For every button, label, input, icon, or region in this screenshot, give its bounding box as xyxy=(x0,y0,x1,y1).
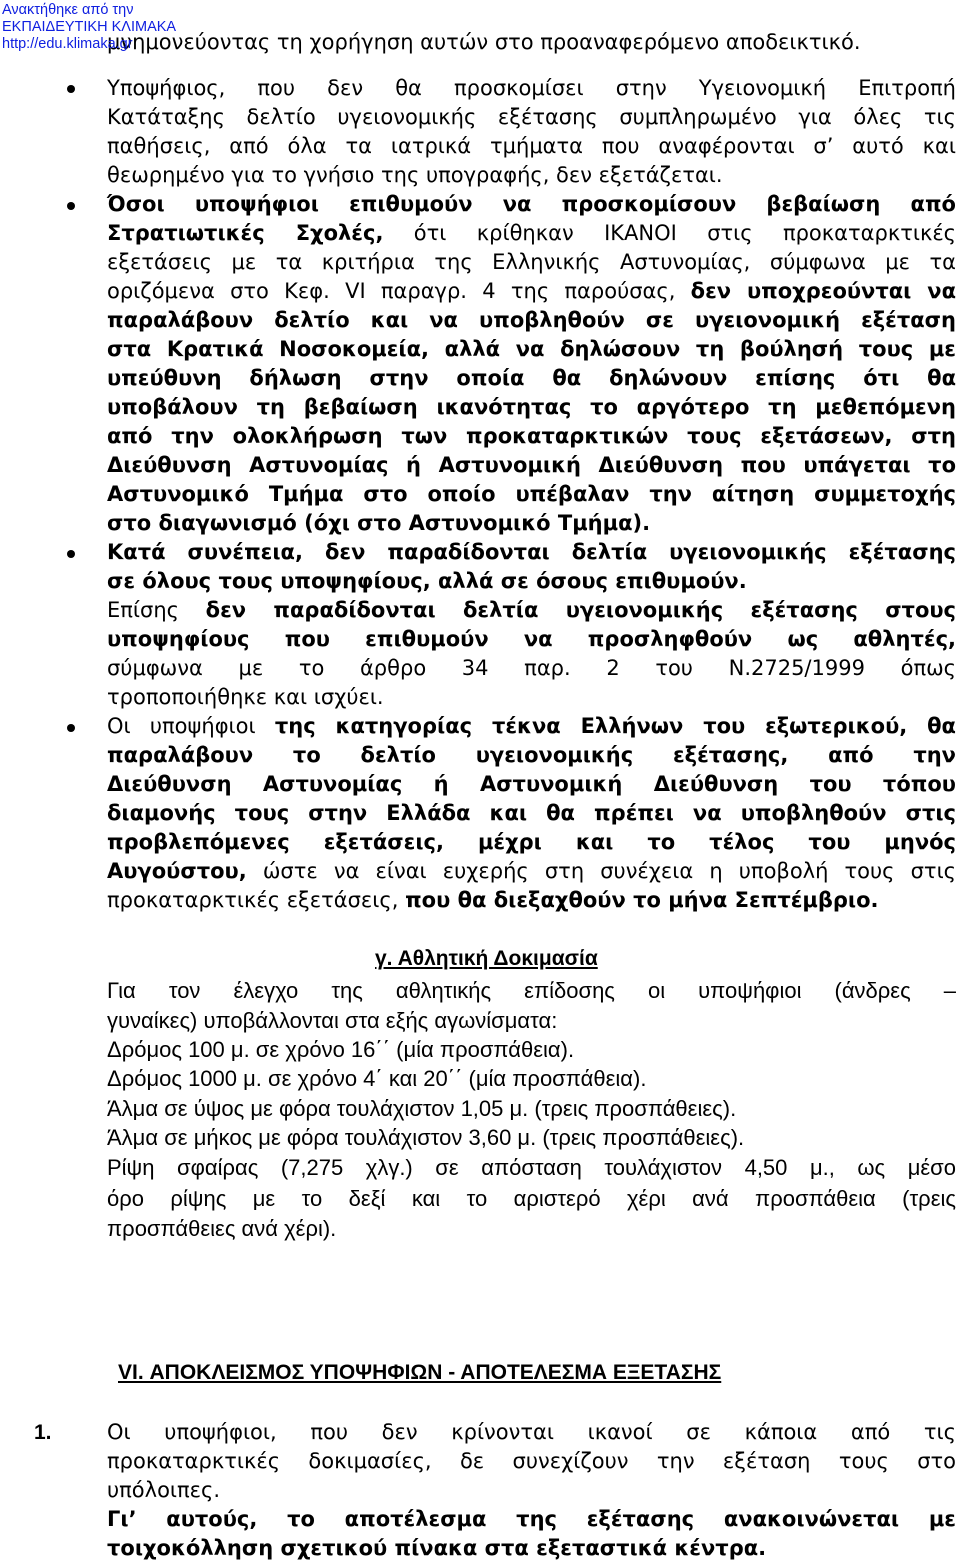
text-run: παραλάβουν το δελτίο υγειονομικής εξέτασης, από την xyxy=(107,743,956,767)
athletic-line: Δρόμος 100 μ. σε χρόνο 16΄΄ (μία προσπάθεια). xyxy=(107,1037,575,1062)
bullet-5-line xyxy=(107,828,956,857)
watermark-line-2: ΕΚΠΑΙΔΕΥΤΙΚΗ ΚΛΙΜΑΚΑ xyxy=(2,19,177,35)
bullet-5-line xyxy=(107,741,956,770)
text-run: υπόλοιπες. xyxy=(107,1478,221,1502)
section-line xyxy=(107,1418,956,1447)
text-run: δεν παραδίδονται δελτία υγειονομικής εξέτασης στους xyxy=(205,598,957,622)
athletic-line: γυναίκες) υποβάλλονται στα εξής αγωνίσματα: xyxy=(107,1008,558,1033)
text-run: Επίσης xyxy=(107,598,206,622)
athletic-line: Δρόμος 1000 μ. σε χρόνο 4΄ και 20΄΄ (μία προσπάθεια). xyxy=(107,1066,647,1091)
bullet-2-line xyxy=(107,161,956,190)
bullet-4-line xyxy=(107,683,956,712)
bullet-1-line xyxy=(107,28,956,57)
text-run: παραλάβουν δελτίο και να υποβληθούν σε υγειονομική εξέταση xyxy=(107,308,956,332)
bullet-2-line xyxy=(107,132,956,161)
athletic-line: Για τον έλεγχο της αθλητικής επίδοσης οι υποψήφιοι (άνδρες – xyxy=(107,978,956,1003)
bullet-4-line xyxy=(107,596,956,625)
bullet-5-line xyxy=(107,886,956,915)
watermark-line-1: Ανακτήθηκε από την xyxy=(2,2,134,18)
text-run: Στρατιωτικές Σχολές, xyxy=(107,221,384,245)
text-run: θεωρημένο για το γνήσιο της υπογραφής, δεν εξετάζεται. xyxy=(107,163,723,187)
text-run: Γι’ αυτούς, το αποτέλεσμα της εξέτασης ανακοινώνεται με xyxy=(107,1507,956,1531)
bullet-3-line xyxy=(107,480,956,509)
text-run: υποβάλουν τη βεβαίωση ικανότητας το αργότερο τη μεθεπόμενη xyxy=(107,395,956,419)
bullet-3-line xyxy=(107,277,956,306)
bullet-3-line xyxy=(107,219,956,248)
watermark xyxy=(2,2,176,53)
bullet-4-line xyxy=(107,654,956,683)
text-run: διαμονής τους στην Ελλάδα και θα πρέπει να υποβληθούν στις xyxy=(107,801,956,825)
athletic-line: Άλμα σε μήκος με φόρα τουλάχιστον 3,60 μ. (τρεις προσπάθειες). xyxy=(107,1125,745,1150)
text-run: υποψηφίους που επιθυμούν να προσληφθούν ως αθλητές, xyxy=(107,627,956,651)
text-run: Υποψήφιος, που δεν θα προσκομίσει στην Υγειονομική Επιτροπή xyxy=(107,76,956,100)
athletic-line: Άλμα σε ύψος με φόρα τουλάχιστον 1,05 μ. (τρεις προσπάθειες). xyxy=(107,1096,737,1121)
text-run: υπεύθυνη δήλωση στην οποία θα δηλώνουν επίσης ότι θα xyxy=(107,366,956,390)
text-run: Αυγούστου, xyxy=(107,859,247,883)
section-line xyxy=(107,1505,956,1534)
text-run: προκαταρκτικές δοκιμασίες, δε συνεχίζουν την εξέταση τους στο xyxy=(107,1449,956,1473)
watermark-link[interactable]: http://edu.klimaka.gr xyxy=(2,36,133,52)
bullet-icon xyxy=(67,202,75,210)
text-run: σε όλους τους υποψηφίους, αλλά σε όσους επιθυμούν. xyxy=(107,569,747,593)
text-run: σύμφωνα με το άρθρο 34 παρ. 2 του Ν.2725/1999 όπως xyxy=(107,656,956,680)
text-run: Κατά συνέπεια, δεν παραδίδονται δελτία υγειονομικής εξέτασης xyxy=(107,540,956,564)
text-run: οριζόμενα στο Κεφ. VI παραγρ. 4 της παρούσας, xyxy=(107,279,691,303)
bullet-4-line xyxy=(107,567,956,596)
bullet-2-line xyxy=(107,103,956,132)
section-line xyxy=(107,1534,956,1563)
text-run: στο διαγωνισμό (όχι στο Αστυνομικό Τμήμα). xyxy=(107,511,651,535)
text-run: προκαταρκτικές εξετάσεις, xyxy=(107,888,406,912)
text-run: Αστυνομικό Τμήμα στο οποίο υπέβαλαν την αίτηση συμμετοχής xyxy=(107,482,956,506)
bullet-icon xyxy=(67,85,75,93)
item-number: 1. xyxy=(34,1421,52,1444)
text-run: ότι κρίθηκαν ΙΚΑΝΟΙ στις προκαταρκτικές xyxy=(383,221,956,245)
text-run: ώστε να είναι ευχερής στη συνέχεια η υποβολή τους στις xyxy=(246,859,956,883)
text-run: εξετάσεις με τα κριτήρια της Ελληνικής Αστυνομίας, σύμφωνα με τα xyxy=(107,250,956,274)
text-run: τοιχοκόλληση σχετικού πίνακα στα εξεταστικά κέντρα. xyxy=(107,1536,767,1560)
athletic-heading: γ. Αθλητική Δοκιμασία xyxy=(375,947,598,970)
bullet-3-line xyxy=(107,335,956,364)
bullet-3-line xyxy=(107,451,956,480)
section-line xyxy=(107,1476,956,1505)
bullet-3-line xyxy=(107,422,956,451)
bullet-3-line xyxy=(107,364,956,393)
athletic-line: όρο ρίψης με το δεξί και το αριστερό χέρι ανά προσπάθεια (τρεις xyxy=(107,1186,956,1211)
text-run: στα Κρατικά Νοσοκομεία, αλλά να δηλώσουν τη βούλησή τους με xyxy=(107,337,956,361)
text-run: παθήσεις, από όλα τα ιατρικά τμήματα που αναφέρονται σ’ αυτό και xyxy=(107,134,956,158)
bullet-3-line xyxy=(107,248,956,277)
text-run: δεν υποχρεούνται να xyxy=(690,279,956,303)
text-run: μνημονεύοντας τη χορήγηση αυτών στο προαναφερόμενο αποδεικτικό. xyxy=(107,30,861,54)
bullet-5-line xyxy=(107,799,956,828)
athletic-line: προσπάθειες ανά χέρι). xyxy=(107,1216,337,1241)
section-line xyxy=(107,1447,956,1476)
athletic-line: Ρίψη σφαίρας (7,275 χλγ.) σε απόσταση τουλάχιστον 4,50 μ., ως μέσο xyxy=(107,1155,956,1180)
text-run: τροποποιήθηκε και ισχύει. xyxy=(107,685,384,709)
bullet-5-line xyxy=(107,712,956,741)
bullet-3-line xyxy=(107,393,956,422)
bullet-3-line xyxy=(107,306,956,335)
bullet-4-line xyxy=(107,625,956,654)
text-run: Διεύθυνση Αστυνομίας ή Αστυνομική Διεύθυνση του τόπου xyxy=(107,772,956,796)
text-run: Κατάταξης δελτίο υγειονομικής εξέτασης συμπληρωμένο για όλες τις xyxy=(107,105,956,129)
text-run: προβλεπόμενες εξετάσεις, μέχρι και το τέλος του μηνός xyxy=(107,830,956,854)
section-heading: VI. ΑΠΟΚΛΕΙΣΜΟΣ ΥΠΟΨΗΦΙΩΝ - ΑΠΟΤΕΛΕΣΜΑ ΕΞΕΤΑΣΗΣ xyxy=(118,1361,722,1384)
text-run: Οι υποψήφιοι, που δεν κρίνονται ικανοί σε κάποια από τις xyxy=(107,1420,956,1444)
text-run: Οι υποψήφιοι xyxy=(107,714,275,738)
bullet-4-line xyxy=(107,538,956,567)
bullet-5-line xyxy=(107,857,956,886)
bullet-icon xyxy=(67,724,75,732)
bullet-3-line xyxy=(107,509,956,538)
text-run: Όσοι υποψήφιοι επιθυμούν να προσκομίσουν βεβαίωση από xyxy=(107,192,956,216)
bullet-2-line xyxy=(107,74,956,103)
text-run: από την ολοκλήρωση των προκαταρκτικών τους εξετάσεων, στη xyxy=(107,424,956,448)
bullet-5-line xyxy=(107,770,956,799)
text-run: Διεύθυνση Αστυνομίας ή Αστυνομική Διεύθυνση που υπάγεται το xyxy=(107,453,956,477)
text-run: της κατηγορίας τέκνα Ελλήνων του εξωτερικού, θα xyxy=(274,714,956,738)
bullet-3-line xyxy=(107,190,956,219)
text-run: που θα διεξαχθούν το μήνα Σεπτέμβριο. xyxy=(405,888,879,912)
bullet-icon xyxy=(67,550,75,558)
